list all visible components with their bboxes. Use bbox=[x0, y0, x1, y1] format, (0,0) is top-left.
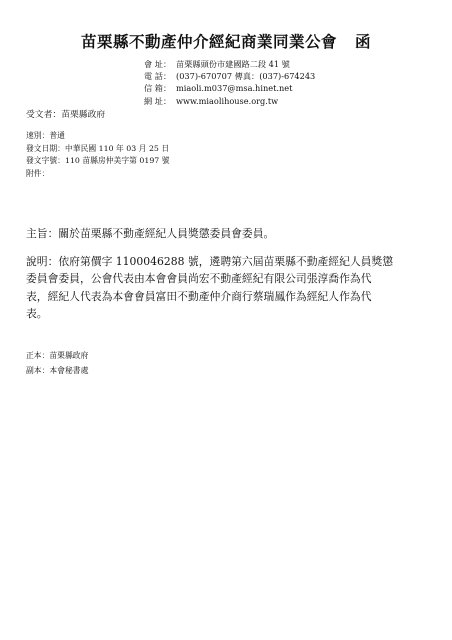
explanation-line: 說明：依府第價字 1100046288 號，遴聘第六屆苗栗縣不動產經紀人員獎懲 bbox=[26, 255, 394, 268]
meta-attachment: 附件： bbox=[26, 168, 50, 178]
explanation-line: 委員會委員，公會代表由本會會員尚宏不動產經紀有限公司張淳喬作為代 bbox=[26, 272, 372, 286]
contact-block bbox=[144, 58, 315, 107]
meta-date: 發文日期：中華民國 110 年 03 月 25 日 bbox=[26, 143, 170, 153]
carbon-copy: 副本：本會秘書處 bbox=[26, 365, 89, 375]
document-title bbox=[0, 30, 452, 52]
recipient-label: 受文者： bbox=[26, 110, 62, 120]
contact-address: 會 址： 苗栗縣頭份市建國路二段 41 號 bbox=[144, 59, 290, 69]
recipient-line bbox=[26, 107, 105, 120]
meta-speed: 速別：普通 bbox=[26, 131, 65, 140]
explanation-line: 表，經紀人代表為本會會員富田不動產仲介商行蔡瑞鳳作為經紀人作為代 bbox=[26, 289, 372, 303]
original-copy: 正本：苗栗縣政府 bbox=[26, 351, 89, 360]
recipient-value: 苗栗縣政府 bbox=[61, 110, 106, 120]
contact-email: 信 箱： miaoli.m037@msa.hinet.net bbox=[144, 83, 293, 94]
subject-value: 關於苗栗縣不動產經紀人員獎懲委員會委員。 bbox=[58, 227, 275, 240]
meta-doc-number: 發文字號：110 苗縣房仲美字第 0197 號 bbox=[26, 156, 170, 166]
explanation-paragraph bbox=[26, 253, 428, 323]
subject-line bbox=[26, 226, 274, 241]
document-meta bbox=[26, 130, 170, 180]
copies-block bbox=[26, 349, 88, 378]
explanation-line: 表。 bbox=[26, 307, 48, 321]
org-name: 苗栗縣不動產仲介經紀商業同業公會 bbox=[80, 32, 337, 51]
subject-label: 主旨： bbox=[26, 227, 59, 240]
doc-type: 函 bbox=[355, 32, 372, 51]
contact-website: 網 址： www.miaolihouse.org.tw bbox=[144, 95, 279, 106]
contact-phone: 電 話： (037)-670707 傳真：(037)-674243 bbox=[144, 71, 316, 82]
